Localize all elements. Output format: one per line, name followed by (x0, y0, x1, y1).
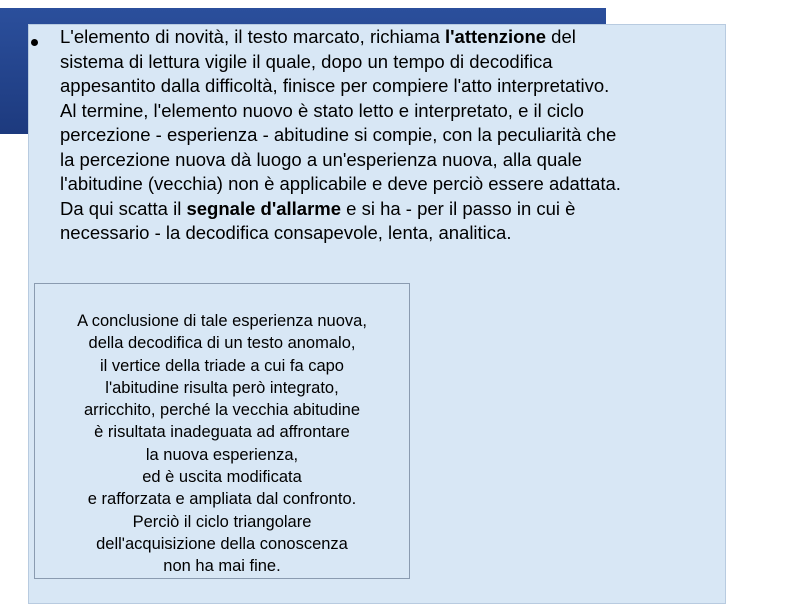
conclusion-line: A conclusione di tale esperienza nuova, (77, 312, 367, 330)
conclusion-line: non ha mai fine. (163, 557, 281, 576)
paragraph-line: appesantito dalla difficoltà, finisce per compiere l'atto interpretativo. (60, 75, 610, 96)
conclusion-line: Perciò il ciclo triangolare (132, 512, 312, 531)
paragraph-line: l'abitudine (vecchia) non è applicabile e deve perciò essere adattata. (60, 173, 621, 194)
conclusion-line: l'abitudine risulta però integrato, (105, 378, 339, 397)
paragraph-line: percezione - esperienza - abitudine si compie, con la peculiarità che (60, 124, 617, 145)
conclusion-line: arricchito, perché la vecchia abitudine (83, 401, 361, 420)
conclusion-text (36, 310, 408, 578)
conclusion-line: ed è uscita modificata (142, 468, 302, 487)
conclusion-line: il vertice della triade a cui fa capo (100, 356, 344, 375)
main-paragraph (60, 25, 736, 246)
bullet-icon (31, 39, 38, 46)
paragraph-line: sistema di lettura vigile il quale, dopo un tempo di decodifica (60, 50, 553, 72)
paragraph-line: Da qui scatta il segnale d'allarme e si ha - per il passo in cui è (60, 197, 576, 219)
paragraph-line: la percezione nuova dà luogo a un'esperienza nuova, alla quale (60, 148, 582, 170)
conclusion-line: e rafforzata e ampliata dal confronto. (87, 490, 357, 509)
conclusion-line: la nuova esperienza, (145, 445, 299, 464)
conclusion-line: della decodifica di un testo anomalo, (88, 334, 356, 353)
paragraph-line: Al termine, l'elemento nuovo è stato letto e interpretato, e il ciclo (60, 99, 584, 121)
highlight-segnale-allarme: segnale d'allarme (186, 197, 342, 219)
paragraph-line: L'elemento di novità, il testo marcato, richiama l'attenzione del (60, 26, 576, 47)
paragraph-line: necessario - la decodifica consapevole, lenta, analitica. (60, 222, 512, 243)
highlight-attenzione: l'attenzione (445, 26, 547, 47)
conclusion-line: è risultata inadeguata ad affrontare (94, 423, 350, 442)
conclusion-line: dell'acquisizione della conoscenza (96, 534, 348, 553)
